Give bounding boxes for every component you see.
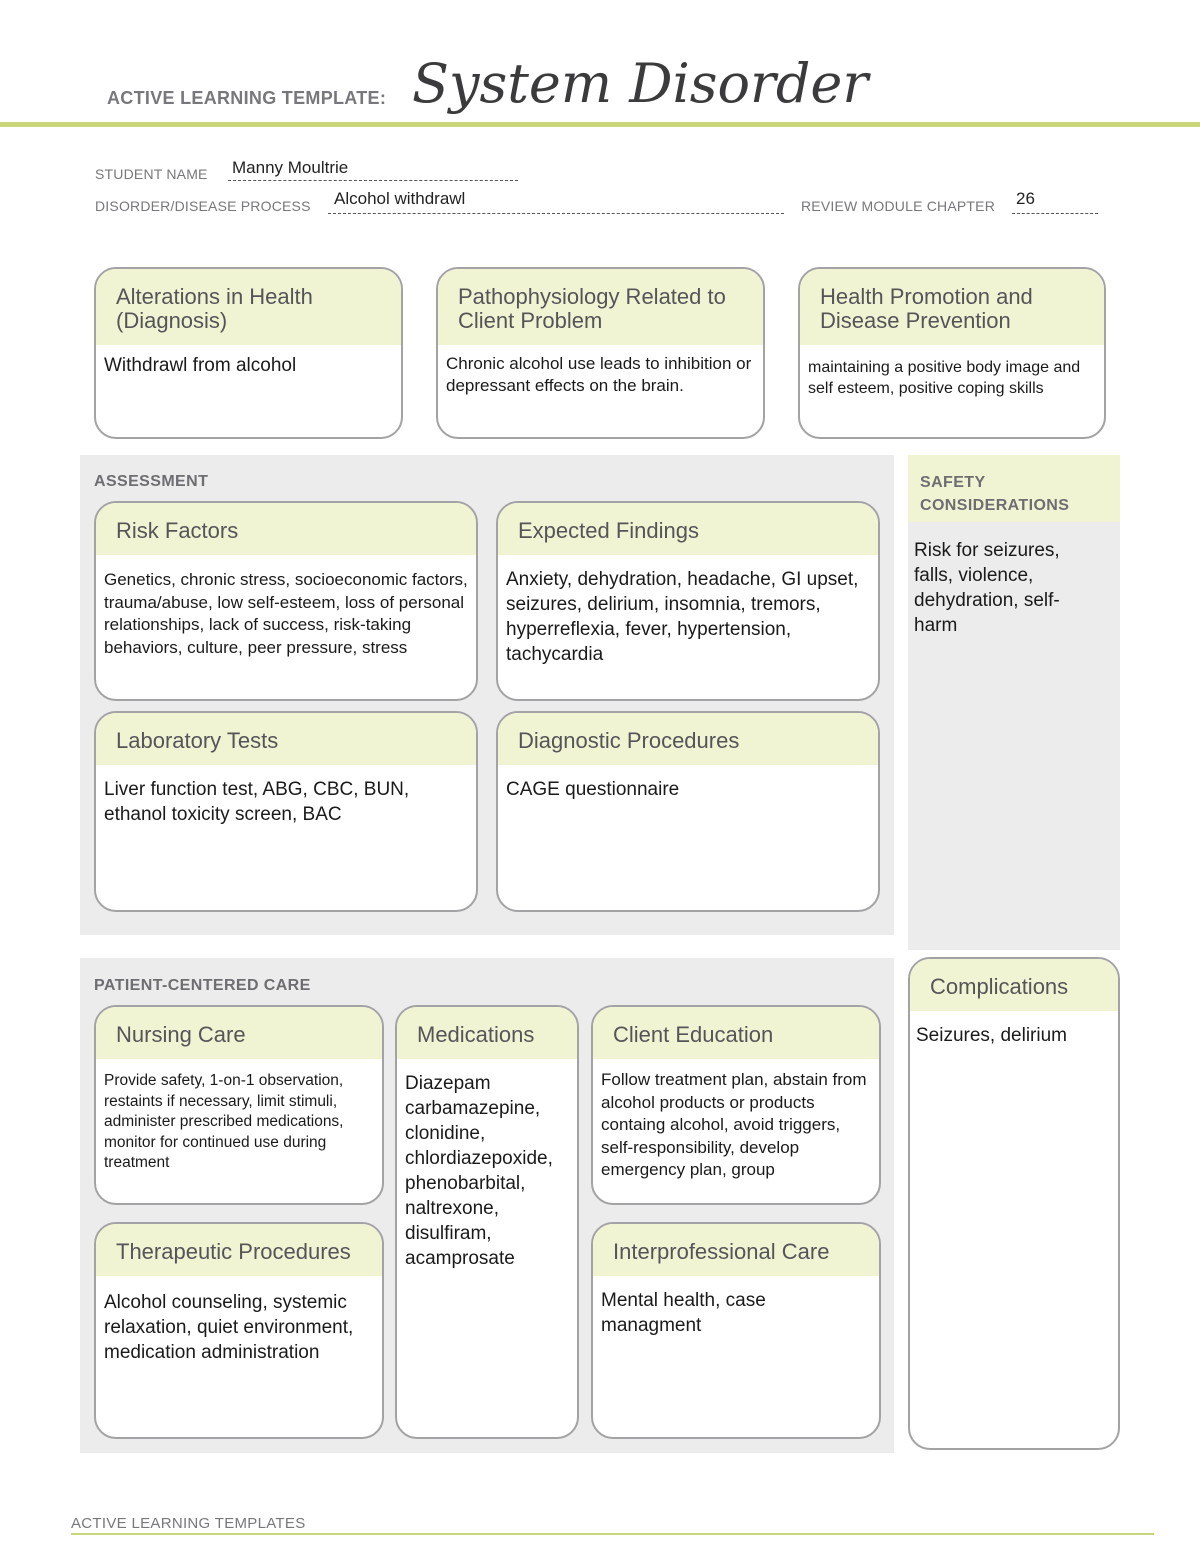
medications-box — [395, 1005, 579, 1439]
disorder-label: DISORDER/DISEASE PROCESS — [95, 198, 311, 214]
footer-divider — [71, 1533, 1154, 1535]
page-title: System Disorder — [412, 52, 869, 115]
medications-title: Medications — [397, 1007, 577, 1059]
health-promotion-text[interactable]: maintaining a positive body image and self esteem, positive coping skills — [808, 359, 1081, 397]
risk-factors-text[interactable]: Genetics, chronic stress, socioeconomic factors, trauma/abuse, low self-esteem, loss of personal relationships, lack of success, risk-taking behaviors, culture, peer pressure, stress — [104, 570, 468, 657]
therapeutic-procedures-box — [94, 1222, 384, 1439]
chapter-line — [1012, 213, 1098, 214]
complications-box — [908, 957, 1120, 1450]
diagnostic-procedures-text[interactable]: CAGE questionnaire — [506, 779, 680, 800]
disorder-value[interactable]: Alcohol withdrawl — [334, 189, 466, 208]
assessment-label: ASSESSMENT — [94, 473, 209, 490]
therapeutic-procedures-title: Therapeutic Procedures — [96, 1224, 382, 1276]
client-education-text[interactable]: Follow treatment plan, abstain from alcohol products or products containg alcohol, avoid triggers, self-responsibility, develop emergency plan, group — [601, 1070, 867, 1179]
expected-findings-text[interactable]: Anxiety, dehydration, headache, GI upset, seizures, delirium, insomnia, tremors, hyperreflexia, fever, hypertension, tachycardia — [506, 569, 859, 665]
pathophysiology-title: Pathophysiology Related to Client Problem — [438, 269, 763, 345]
chapter-value[interactable]: 26 — [1016, 189, 1035, 208]
student-name-value[interactable]: Manny Moultrie — [232, 158, 349, 177]
alterations-text[interactable]: Withdrawl from alcohol — [104, 355, 297, 376]
laboratory-tests-text[interactable]: Liver function test, ABG, CBC, BUN, ethanol toxicity screen, BAC — [104, 779, 410, 825]
student-name-line — [228, 180, 518, 181]
footer-label: ACTIVE LEARNING TEMPLATES — [71, 1515, 306, 1532]
laboratory-tests-box — [94, 711, 478, 912]
complications-title: Complications — [910, 959, 1118, 1011]
alterations-box — [94, 267, 403, 439]
medications-text[interactable]: Diazepam carbamazepine, clonidine, chlordiazepoxide, phenobarbital, naltrexone, disulfiram, acamprosate — [405, 1073, 553, 1269]
risk-factors-box — [94, 501, 478, 701]
pathophysiology-box — [436, 267, 765, 439]
pathophysiology-text[interactable]: Chronic alcohol use leads to inhibition or depressant effects on the brain. — [446, 354, 752, 395]
complications-text[interactable]: Seizures, delirium — [916, 1025, 1067, 1046]
diagnostic-procedures-title: Diagnostic Procedures — [498, 713, 878, 765]
safety-text[interactable]: Risk for seizures, falls, violence, dehydration, self-harm — [914, 540, 1060, 636]
interprofessional-care-text[interactable]: Mental health, case managment — [601, 1290, 766, 1336]
nursing-care-text[interactable]: Provide safety, 1-on-1 observation, restaints if necessary, limit stimuli, administer prescribed medications, monitor for continued use during treatment — [104, 1072, 344, 1171]
therapeutic-procedures-text[interactable]: Alcohol counseling, systemic relaxation, quiet environment, medication administration — [104, 1292, 354, 1363]
nursing-care-box — [94, 1005, 384, 1205]
disorder-line — [328, 213, 784, 214]
header-divider — [0, 122, 1200, 127]
interprofessional-care-box — [591, 1222, 881, 1439]
chapter-label: REVIEW MODULE CHAPTER — [801, 198, 995, 214]
patient-care-label: PATIENT-CENTERED CARE — [94, 977, 311, 994]
nursing-care-title: Nursing Care — [96, 1007, 382, 1059]
template-label: ACTIVE LEARNING TEMPLATE: — [107, 88, 387, 108]
expected-findings-box — [496, 501, 880, 701]
alterations-title: Alterations in Health (Diagnosis) — [96, 269, 401, 345]
interprofessional-care-title: Interprofessional Care — [593, 1224, 879, 1276]
risk-factors-title: Risk Factors — [96, 503, 476, 555]
diagnostic-procedures-box — [496, 711, 880, 912]
expected-findings-title: Expected Findings — [498, 503, 878, 555]
client-education-box — [591, 1005, 881, 1205]
client-education-title: Client Education — [593, 1007, 879, 1059]
laboratory-tests-title: Laboratory Tests — [96, 713, 476, 765]
safety-panel — [908, 455, 1120, 950]
student-name-label: STUDENT NAME — [95, 166, 208, 182]
safety-label: SAFETY CONSIDERATIONS — [908, 455, 1120, 522]
health-promotion-title: Health Promotion and Disease Prevention — [800, 269, 1104, 345]
health-promotion-box — [798, 267, 1106, 439]
